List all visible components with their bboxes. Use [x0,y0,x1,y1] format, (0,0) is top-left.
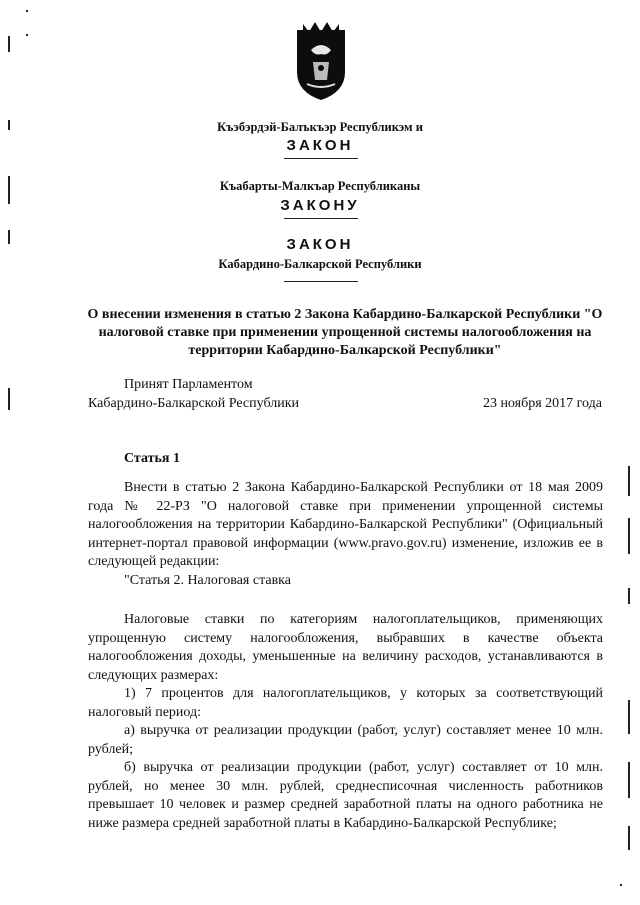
adopted-by-parliament: Кабардино-Балкарской Республики [88,396,299,411]
adopted-by-line: Принят Парламентом [124,377,253,392]
scan-mark [8,176,10,204]
article-heading: Статья 1 [124,451,180,466]
header-divider [284,218,358,219]
scan-mark [628,826,630,850]
adoption-date: 23 ноября 2017 года [482,396,602,411]
scan-mark [628,588,630,604]
scan-mark [8,230,10,244]
paragraph-1: Внести в статью 2 Закона Кабардино-Балкарской Республики от 18 мая 2009 года № 22-РЗ "О налоговой ставке при применении упрощенной системы налогообложения на территории Кабардино-Балкарской Республики" (Официальный интернет-портал правовой информации (www.pravo.gov.ru) изменение, изложив ее в следующей редакции: [88,480,603,569]
paragraph-4: 1) 7 процентов для налогоплательщиков, у которых за соответствующий налоговый период: [88,686,603,720]
header-line-kabardian: Къэбэрдэй-Балъкъэр Республикэм и [217,120,423,134]
header-divider [284,281,358,282]
scan-mark [8,36,10,52]
paragraph-6: б) выручка от реализации продукции (работ, услуг) составляет от 10 млн. рублей, но менее 30 млн. рублей, среднесписочная численность работников превышает 10 человек и размер средней заработной платы на одного работника не ниже размера средней заработной платы в Кабардино-Балкарской Республике; [88,760,603,831]
scan-speck [26,10,28,12]
header-zakon-russian: ЗАКОН [286,236,354,253]
scan-speck [26,34,28,36]
scan-mark [8,388,10,410]
scan-mark [628,700,630,734]
paragraph-3: Налоговые ставки по категориям налогоплательщиков, применяющих упрощенную систему налогообложения, выбравших в качестве объекта налогообложения доходы, уменьшенные на величину расходов, устанавливаются в следующих размерах: [88,612,603,683]
paragraph-2: "Статья 2. Налоговая ставка [124,572,291,588]
header-divider [284,158,358,159]
law-title: О внесении изменения в статью 2 Закона Кабардино-Балкарской Республики "О налоговой ставке при применении упрощенной системы налогообложения на территории Кабардино-Балкарской Республики" [87,307,603,358]
scan-mark [628,762,630,798]
scan-mark [8,120,10,130]
header-line-balkar: Къабарты-Малкъар Республиканы [219,179,421,193]
header-line-russian: Кабардино-Балкарской Республики [218,257,422,271]
scan-mark [628,518,630,554]
scan-mark [628,466,630,496]
header-zakon-balkar: ЗАКОНУ [280,197,360,214]
paragraph-5: а) выручка от реализации продукции (работ, услуг) составляет менее 10 млн. рублей; [88,723,603,757]
header-zakon-kabardian: ЗАКОН [286,137,354,154]
article-body [88,479,603,833]
scan-speck [620,884,622,886]
coat-of-arms-emblem [293,20,349,102]
